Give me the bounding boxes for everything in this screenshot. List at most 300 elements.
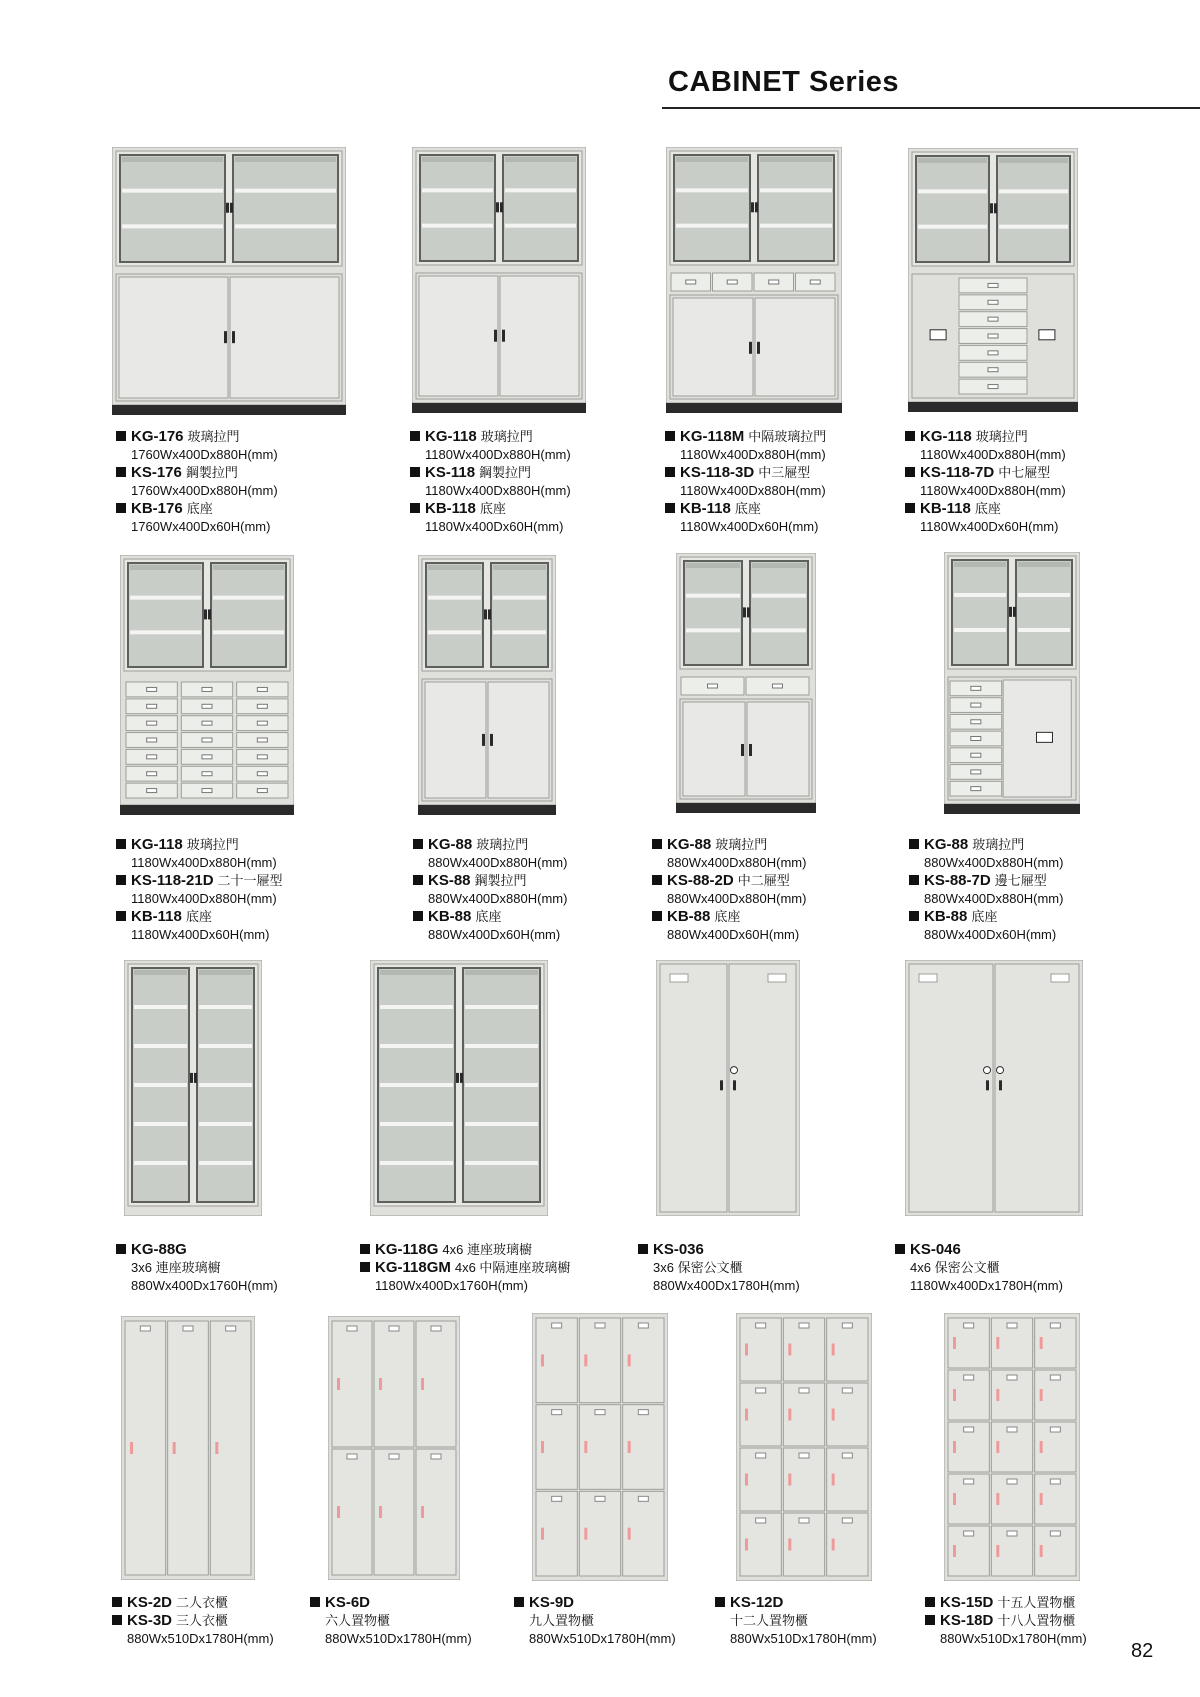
bullet-icon [652,875,662,885]
dimensions: 880Wx510Dx1780H(mm) [325,1631,472,1646]
shelf-shadow [213,565,284,570]
model-line [925,1612,1087,1630]
drawer-label [257,738,267,742]
drawer-label [147,721,157,725]
shelf-shadow [380,970,453,975]
model-line [652,872,806,890]
cabinet-illustration [370,960,548,1216]
product-specs [925,1594,1087,1648]
product-image [124,960,262,1216]
shelf [760,188,832,192]
drawer-label [988,283,998,287]
handle [832,1344,835,1356]
label-holder [1007,1479,1017,1484]
shelf [134,1005,187,1009]
model-code: KG-88 [667,836,712,853]
model-line [905,428,1066,446]
label-holder [799,1388,809,1393]
drawer-label [202,738,212,742]
shelf [465,1083,538,1087]
bullet-icon [116,431,126,441]
drawer-label [257,721,267,725]
glass-door [916,156,989,262]
bullet-icon [665,503,675,513]
handle [994,203,997,213]
product-image [676,553,816,813]
cabinet-illustration [905,960,1083,1216]
shelf [235,189,336,193]
dimensions: 880Wx510Dx1780H(mm) [940,1631,1087,1646]
lock-icon [1039,330,1055,340]
shelf [999,189,1068,193]
label-holder [552,1410,562,1415]
cabinet-illustration [736,1313,872,1581]
model-description: 3x6 連座玻璃櫥 [131,1260,221,1275]
dimensions: 1760Wx400Dx880H(mm) [131,483,278,498]
model-code: KS-6D [325,1594,371,1611]
cabinet-illustration [532,1313,668,1581]
handle [996,1441,999,1453]
model-line [895,1241,1063,1259]
model-description: 鋼製拉門 [185,465,238,480]
handle [226,203,229,213]
model-description: 二十一屜型 [217,873,283,888]
bullet-icon [360,1262,370,1272]
drawer-label [708,684,718,688]
lock-icon [984,1067,991,1074]
handle [1009,607,1012,617]
handle [484,609,487,619]
model-code: KS-176 [131,464,182,481]
product-image [418,555,556,815]
hinged-door [660,964,727,1212]
shelf [199,1161,252,1165]
model-code: KS-15D [940,1594,994,1611]
model-line [665,464,826,482]
drawer-label [147,738,157,742]
handle [460,1073,463,1083]
handle [488,609,491,619]
model-description: 3x6 保密公文櫃 [653,1260,743,1275]
drawer-label [147,687,157,691]
label-holder [842,1518,852,1523]
shelf [199,1083,252,1087]
bullet-icon [905,431,915,441]
bullet-icon [413,839,423,849]
label-holder [768,974,786,982]
dimensions: 880Wx400Dx1780H(mm) [653,1278,800,1293]
label-holder [595,1496,605,1501]
model-description: 玻璃拉門 [972,837,1025,852]
model-code: KS-118-21D [131,872,214,889]
model-description: 4x6 連座玻璃櫥 [442,1242,532,1257]
dimensions: 880Wx510Dx1780H(mm) [127,1631,274,1646]
model-description: 十五人置物櫃 [997,1595,1076,1610]
glass-door [684,561,742,665]
dimensions: 1760Wx400Dx880H(mm) [131,447,278,462]
model-line [413,836,567,854]
handle [745,1474,748,1486]
bullet-icon [895,1244,905,1254]
model-description: 中隔玻璃拉門 [748,429,827,444]
dimensions: 880Wx400Dx880H(mm) [428,855,568,870]
shelf [130,630,201,634]
shelf [676,224,748,228]
bullet-icon [909,839,919,849]
model-code: KB-88 [924,908,968,925]
model-code: KB-118 [425,500,476,517]
label-holder [226,1326,236,1331]
label-holder [964,1531,974,1536]
handle [1040,1337,1043,1349]
drawer-label [971,703,981,707]
product-image [908,148,1078,412]
shelf-shadow [760,157,832,162]
model-line [112,1612,274,1630]
shelf [134,1122,187,1126]
model-code: KS-046 [910,1241,961,1258]
bullet-icon [638,1244,648,1254]
product-image [666,147,842,413]
label-holder [799,1453,809,1458]
shelf [122,189,223,193]
drawer-label [971,720,981,724]
dimensions: 1180Wx400Dx880H(mm) [920,447,1066,462]
product-specs [715,1594,877,1648]
handle [490,734,493,746]
model-line [413,872,567,890]
shelf [428,596,481,600]
product-image [532,1313,668,1581]
base-plinth [418,805,556,815]
shelf-shadow [422,157,493,162]
model-code: KS-2D [127,1594,173,1611]
base-plinth [666,403,842,413]
base-plinth [676,803,816,813]
drawer-label [202,721,212,725]
bullet-icon [413,875,423,885]
bullet-icon [905,503,915,513]
model-description: 九人置物櫃 [529,1613,595,1628]
drawer-label [971,753,981,757]
handle [788,1474,791,1486]
handle [190,1073,193,1083]
shelf [199,1122,252,1126]
model-code: KS-118 [425,464,476,481]
model-description: 鋼製拉門 [474,873,527,888]
model-code: KS-88 [428,872,471,889]
dimensions: 1180Wx400Dx880H(mm) [920,483,1066,498]
dimensions: 1180Wx400Dx1760H(mm) [375,1278,528,1293]
base-plinth [944,804,1080,814]
bullet-icon [652,911,662,921]
model-description: 底座 [186,501,213,516]
dimensions: 880Wx400Dx880H(mm) [924,855,1064,870]
product-image [944,1313,1080,1581]
model-line [116,428,278,446]
model-description: 底座 [479,501,506,516]
product-specs [116,1241,278,1295]
handle [990,203,993,213]
dimensions: 1180Wx400Dx880H(mm) [425,447,571,462]
page-title: CABINET Series [668,66,900,98]
model-description: 底座 [185,909,212,924]
dimensions: 880Wx400Dx880H(mm) [667,891,807,906]
base-plinth [412,403,586,413]
shelf-shadow [134,970,187,975]
product-specs [410,428,571,536]
drawer-label [988,368,998,372]
shelf [465,1005,538,1009]
handle [996,1545,999,1557]
handle [1040,1545,1043,1557]
handle [456,1073,459,1083]
bullet-icon [665,431,675,441]
drawer-label [202,772,212,776]
bullet-icon [413,911,423,921]
drawer-label [988,300,998,304]
bullet-icon [410,503,420,513]
cabinet-illustration [124,960,262,1216]
handle [421,1506,424,1518]
model-description: 十二人置物櫃 [730,1613,809,1628]
bullet-icon [909,911,919,921]
shelf [954,593,1006,597]
bullet-icon [514,1597,524,1607]
dimensions: 1180Wx400Dx60H(mm) [680,519,819,534]
product-specs [514,1594,676,1648]
handle [741,744,744,756]
bullet-icon [116,467,126,477]
glass-door [211,563,286,667]
cabinet-illustration [418,555,556,815]
bullet-icon [360,1244,370,1254]
shelf [422,188,493,192]
shelf [752,628,806,632]
cabinet-illustration [412,147,586,413]
label-holder [799,1323,809,1328]
hinged-door [995,964,1079,1212]
dimensions: 1180Wx400Dx60H(mm) [920,519,1059,534]
bullet-icon [116,875,126,885]
shelf [199,1044,252,1048]
drawer-label [257,755,267,759]
bullet-icon [116,503,126,513]
shelf [676,188,748,192]
label-holder [552,1323,562,1328]
shelf [380,1161,453,1165]
label-holder [1007,1375,1017,1380]
handle [208,609,211,619]
label-holder [756,1453,766,1458]
model-description: 玻璃拉門 [476,837,529,852]
handle [757,342,760,354]
label-holder [552,1496,562,1501]
label-holder [638,1496,648,1501]
handle [494,330,497,342]
shelf [954,628,1006,632]
shelf-shadow [428,565,481,570]
shelf [213,596,284,600]
handle [541,1528,544,1540]
handle [628,1441,631,1453]
shelf [752,594,806,598]
dimensions: 1180Wx400Dx880H(mm) [131,891,277,906]
product-specs [310,1594,472,1648]
handle [379,1378,382,1390]
product-image [120,555,294,815]
handle [986,1080,989,1090]
model-description: 十八人置物櫃 [997,1613,1076,1628]
glass-door [750,561,808,665]
shelf [122,224,223,228]
dimensions: 1180Wx400Dx1780H(mm) [910,1278,1063,1293]
bullet-icon [715,1597,725,1607]
handle [999,1080,1002,1090]
model-line [116,908,283,926]
label-holder [140,1326,150,1331]
sliding-door [755,298,835,396]
base-plinth [120,805,294,815]
product-specs [665,428,826,536]
model-description: 二人衣櫃 [176,1595,229,1610]
dimensions: 880Wx400Dx880H(mm) [428,891,568,906]
hinged-door [909,964,993,1212]
model-line [925,1594,1087,1612]
dimensions: 880Wx400Dx1760H(mm) [131,1278,278,1293]
glass-door [120,155,225,262]
handle [1040,1493,1043,1505]
product-specs [638,1241,800,1295]
model-description: 玻璃拉門 [187,429,240,444]
title-underline [662,107,1200,109]
label-holder [799,1518,809,1523]
model-line [360,1259,570,1277]
dimensions: 880Wx400Dx60H(mm) [924,927,1057,942]
model-code: KG-118 [920,428,972,445]
model-line [413,908,567,926]
bullet-icon [665,467,675,477]
model-line [652,908,806,926]
label-holder [670,974,688,982]
label-holder [1050,1323,1060,1328]
handle [500,202,503,212]
label-holder [1007,1531,1017,1536]
model-line [410,428,571,446]
shelf [134,1044,187,1048]
shelf-shadow [130,565,201,570]
bullet-icon [112,1597,122,1607]
handle [953,1545,956,1557]
model-line [116,836,283,854]
drawer-label [971,787,981,791]
handle [745,1344,748,1356]
handle [194,1073,197,1083]
drawer-label [727,280,737,284]
product-image [944,552,1080,814]
glass-door [491,563,548,667]
label-holder [389,1326,399,1331]
product-image [121,1316,255,1580]
handle [215,1442,218,1454]
model-description: 底座 [734,501,761,516]
sliding-door [683,702,745,796]
handle [584,1441,587,1453]
sliding-door [230,277,339,398]
handle [733,1080,736,1090]
cabinet-illustration [120,555,294,815]
label-holder [964,1427,974,1432]
lock-icon [997,1067,1004,1074]
shelf-shadow [493,565,546,570]
glass-door [503,155,578,261]
shelf-shadow [686,563,740,568]
product-image [412,147,586,413]
drawer-label [988,385,998,389]
model-code: KB-118 [131,908,182,925]
bullet-icon [310,1597,320,1607]
label-holder [347,1326,357,1331]
label-holder [1050,1427,1060,1432]
handle [996,1493,999,1505]
model-code: KB-88 [428,908,472,925]
drawer-label [202,687,212,691]
cabinet-illustration [112,147,346,415]
handle [720,1080,723,1090]
model-code: KS-9D [529,1594,575,1611]
drawer-label [810,280,820,284]
model-code: KS-18D [940,1612,994,1629]
dimensions: 880Wx400Dx60H(mm) [667,927,800,942]
handle [953,1337,956,1349]
product-specs [116,836,283,944]
sliding-door [419,276,498,396]
handle [130,1442,133,1454]
drawer-label [147,789,157,793]
product-specs [360,1241,570,1295]
model-line [909,836,1063,854]
model-line [909,872,1063,890]
label-holder [1050,1375,1060,1380]
cabinet-illustration [676,553,816,813]
shelf [493,630,546,634]
label-holder [1007,1323,1017,1328]
cabinet-illustration [328,1316,460,1580]
sliding-door [119,277,228,398]
dimensions: 1760Wx400Dx60H(mm) [131,519,271,534]
glass-door [997,156,1070,262]
handle [743,607,746,617]
model-description: 中三屜型 [758,465,811,480]
bullet-icon [116,911,126,921]
handle [749,744,752,756]
model-description: 底座 [971,909,998,924]
sliding-door [673,298,753,396]
bullet-icon [652,839,662,849]
model-code: KB-176 [131,500,183,517]
handle [173,1442,176,1454]
model-code: KS-036 [653,1241,704,1258]
shelf [130,596,201,600]
label-holder [183,1326,193,1331]
model-description: 玻璃拉門 [186,837,239,852]
lock-icon [1036,732,1052,742]
model-code: KB-88 [667,908,711,925]
label-holder [595,1410,605,1415]
model-line [652,836,806,854]
handle [832,1539,835,1551]
handle [745,1539,748,1551]
